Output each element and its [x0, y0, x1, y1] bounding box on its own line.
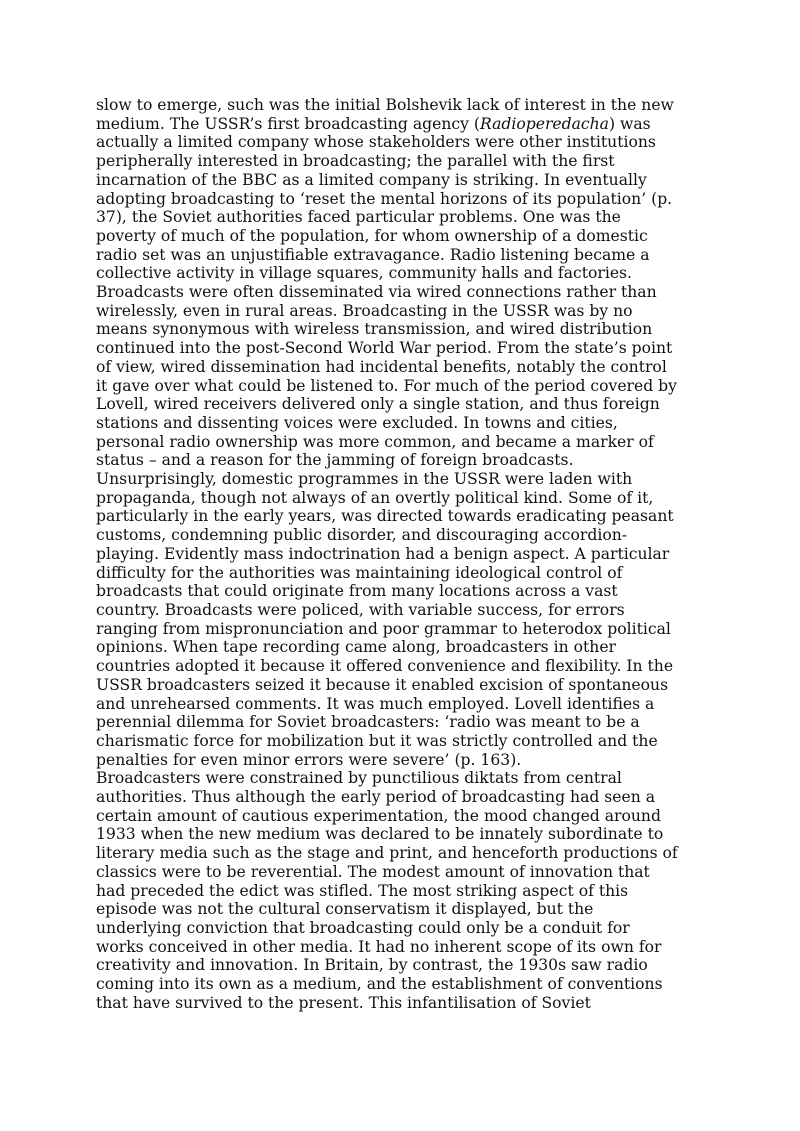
text-line: perennial dilemma for Soviet broadcasters: ‘radio was meant to be a	[96, 713, 640, 732]
text-line: classics were to be reverential. The modest amount of innovation that	[96, 862, 650, 881]
text-line: stations and dissenting voices were excluded. In towns and cities,	[96, 413, 618, 432]
text-line: wirelessly, even in rural areas. Broadcasting in the USSR was by no	[96, 301, 633, 320]
text-line: of view, wired dissemination had incidental benefits, notably the control	[96, 357, 667, 376]
text-line: penalties for even minor errors were severe’ (p. 163).	[96, 750, 522, 769]
text-line: and unrehearsed comments. It was much employed. Lovell identifies a	[96, 694, 655, 713]
text-line: 1933 when the new medium was declared to be innately subordinate to	[96, 825, 664, 844]
text-line: propaganda, though not always of an overtly political kind. Some of it,	[96, 488, 654, 507]
text-line: coming into its own as a medium, and the establishment of conventions	[96, 975, 663, 994]
text-line: difficulty for the authorities was maintaining ideological control of	[96, 563, 623, 582]
text-line: continued into the post-Second World War period. From the state’s point	[96, 339, 673, 358]
text-line: opinions. When tape recording came along, broadcasters in other	[96, 638, 616, 657]
text-line: personal radio ownership was more common, and became a marker of	[96, 432, 654, 451]
text-line: charismatic force for mobilization but it was strictly controlled and the	[96, 731, 658, 750]
text-line: radio set was an unjustifiable extravagance. Radio listening became a	[96, 245, 650, 264]
text-line: broadcasts that could originate from many locations across a vast	[96, 582, 618, 601]
text-segment: ) was	[608, 114, 651, 133]
text-line: episode was not the cultural conservatism it displayed, but the	[96, 900, 594, 919]
text-line: poverty of much of the population, for whom ownership of a domestic	[96, 226, 648, 245]
text-line: customs, condemning public disorder, and discouraging accordion-	[96, 526, 628, 545]
text-line: country. Broadcasts were policed, with variable success, for errors	[96, 600, 625, 619]
text-line: Unsurprisingly, domestic programmes in the USSR were laden with	[96, 470, 633, 489]
text-line: incarnation of the BBC as a limited company is striking. In eventually	[96, 170, 647, 189]
italic-term: Radioperedacha	[479, 114, 609, 133]
body-text	[96, 96, 706, 1012]
text-line: collective activity in village squares, community halls and factories.	[96, 264, 633, 283]
text-line: particularly in the early years, was directed towards eradicating peasant	[96, 507, 674, 526]
text-line: actually a limited company whose stakeholders were other institutions	[96, 133, 656, 152]
text-line: countries adopted it because it offered convenience and flexibility. In the	[96, 657, 674, 676]
text-line: adopting broadcasting to ‘reset the mental horizons of its population’ (p.	[96, 189, 673, 208]
text-line: peripherally interested in broadcasting; the parallel with the first	[96, 152, 615, 171]
text-line: slow to emerge, such was the initial Bolshevik lack of interest in the new	[96, 96, 674, 114]
text-line: Broadcasters were constrained by punctilious diktats from central	[96, 769, 622, 788]
text-line: authorities. Thus although the early period of broadcasting had seen a	[96, 788, 656, 807]
text-line: Broadcasts were often disseminated via wired connections rather than	[96, 283, 657, 302]
text-line: literary media such as the stage and print, and henceforth productions of	[96, 844, 678, 863]
text-line: status – and a reason for the jamming of foreign broadcasts.	[96, 451, 574, 470]
text-line: creativity and innovation. In Britain, by contrast, the 1930s saw radio	[96, 956, 648, 975]
text-line: USSR broadcasters seized it because it enabled excision of spontaneous	[96, 675, 669, 694]
text-line: ranging from mispronunciation and poor grammar to heterodox political	[96, 619, 671, 638]
text-line	[96, 115, 706, 134]
text-line: means synonymous with wireless transmission, and wired distribution	[96, 320, 653, 339]
text-line: that have survived to the present. This infantilisation of Soviet	[96, 993, 591, 1012]
text-line: playing. Evidently mass indoctrination had a benign aspect. A particular	[96, 544, 670, 563]
text-line: works conceived in other media. It had no inherent scope of its own for	[96, 937, 662, 956]
text-line: underlying conviction that broadcasting could only be a conduit for	[96, 918, 630, 937]
text-line: certain amount of cautious experimentation, the mood changed around	[96, 806, 661, 825]
text-line: it gave over what could be listened to. For much of the period covered by	[96, 376, 677, 395]
text-segment: medium. The USSR’s first broadcasting agency (	[96, 114, 480, 133]
text-line: had preceded the edict was stifled. The most striking aspect of this	[96, 881, 629, 900]
text-line: Lovell, wired receivers delivered only a single station, and thus foreign	[96, 395, 660, 414]
text-line: 37), the Soviet authorities faced particular problems. One was the	[96, 208, 621, 227]
